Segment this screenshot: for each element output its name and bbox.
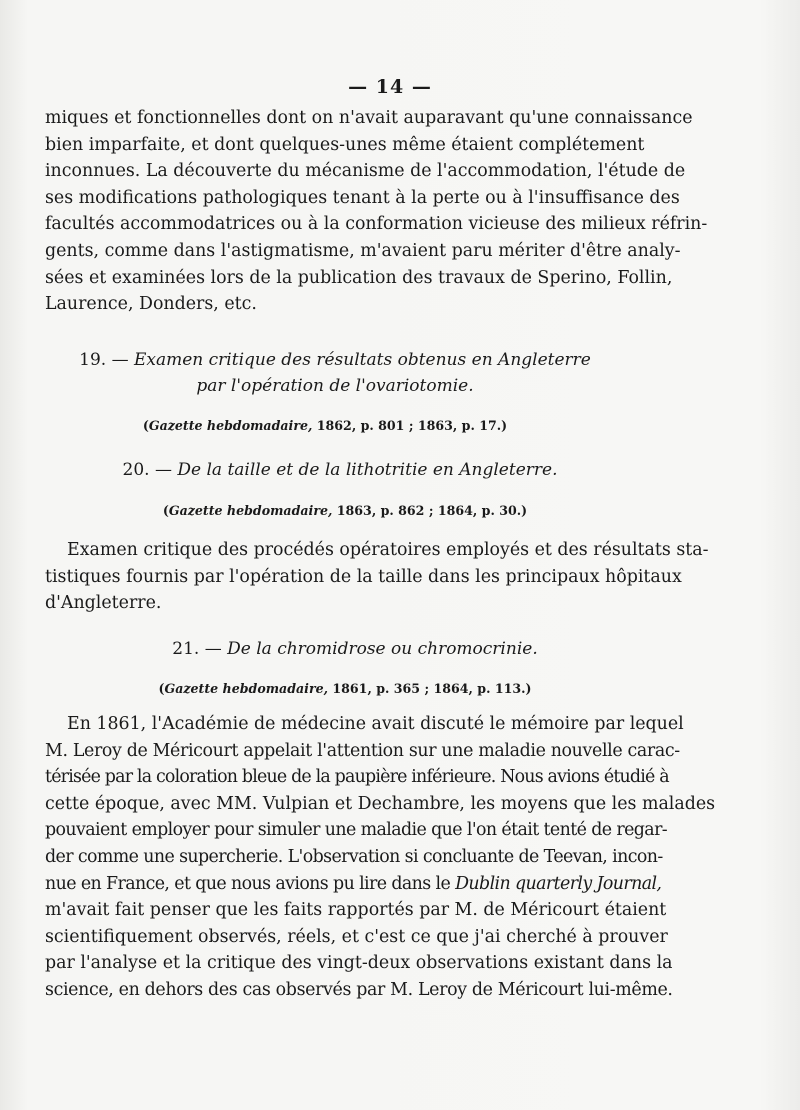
journal-name: Gazette hebdomadaire, bbox=[148, 418, 313, 433]
text-line: sées et examinées lors de la publication des travaux de Sperino, Follin, bbox=[45, 267, 673, 288]
text-line: inconnues. La découverte du mécanisme de l'accommodation, l'étude de bbox=[45, 161, 686, 182]
text-line: nue en France, et que nous avions pu lire dans le Dublin quarterly Journal, bbox=[45, 873, 662, 894]
paragraph-1 bbox=[45, 105, 708, 318]
entry-20-reference: (Gazette hebdomadaire, 1863, p. 862 ; 1864, p. 30.) bbox=[162, 503, 528, 518]
text-line: térisée par la coloration bleue de la paupière inférieure. Nous avions étudié à bbox=[45, 767, 669, 788]
entry-number: 19. bbox=[79, 350, 107, 370]
entry-title-text: De la chromidrose ou chromocrinie. bbox=[227, 639, 538, 659]
text-line: par l'analyse et la critique des vingt-deux observations existant dans la bbox=[45, 953, 673, 974]
entry-19-title-line-2 bbox=[15, 373, 655, 400]
text-line: tistiques fournis par l'opération de la taille dans les principaux hôpitaux bbox=[45, 566, 682, 587]
entry-19-title bbox=[15, 347, 655, 374]
text-line: facultés accommodatrices ou à la conformation vicieuse des milieux réfrin- bbox=[45, 214, 708, 235]
text-line: M. Leroy de Méricourt appelait l'attention sur une maladie nouvelle carac- bbox=[45, 740, 680, 761]
text-line: bien imparfaite, et dont quelques-unes même étaient complétement bbox=[45, 134, 645, 155]
entry-title-text: par l'opération de l'ovariotomie. bbox=[196, 376, 474, 396]
entry-19-reference: (Gazette hebdomadaire, 1862, p. 801 ; 1863, p. 17.) bbox=[142, 418, 508, 433]
text-line: gents, comme dans l'astigmatisme, m'avaient paru mériter d'être analy- bbox=[45, 240, 681, 261]
text-line: miques et fonctionnelles dont on n'avait auparavant qu'une connaissance bbox=[45, 108, 693, 128]
text-line: Examen critique des procédés opératoires employés et des résultats sta- bbox=[67, 540, 709, 560]
paragraph-2 bbox=[45, 537, 709, 617]
entry-title-text: Examen critique des résultats obtenus en Angleterre bbox=[133, 350, 591, 370]
entry-number: 20. bbox=[122, 460, 150, 480]
text-line: scientifiquement observés, réels, et c'est ce que j'ai cherché à prouver bbox=[45, 926, 668, 947]
text-line: En 1861, l'Académie de médecine avait discuté le mémoire par lequel bbox=[67, 714, 684, 734]
text-line: science, en dehors des cas observés par M. Leroy de Méricourt lui-même. bbox=[45, 979, 673, 1000]
journal-name: Dublin quarterly Journal, bbox=[455, 873, 662, 894]
entry-21-title bbox=[35, 636, 675, 663]
page-number: — 14 — bbox=[348, 76, 432, 98]
text-line: m'avait fait penser que les faits rapportés par M. de Méricourt étaient bbox=[45, 900, 667, 921]
entry-number: 21. bbox=[172, 639, 200, 659]
entry-dash: — bbox=[111, 350, 129, 370]
entry-title-text: De la taille et de la lithotritie en Angleterre. bbox=[177, 460, 558, 480]
text-line: d'Angleterre. bbox=[45, 593, 162, 614]
entry-dash: — bbox=[204, 639, 222, 659]
entry-21-reference: (Gazette hebdomadaire, 1861, p. 365 ; 1864, p. 113.) bbox=[158, 681, 532, 696]
paragraph-3 bbox=[45, 711, 716, 1004]
entry-dash: — bbox=[154, 460, 172, 480]
text-line: Laurence, Donders, etc. bbox=[45, 294, 257, 315]
entry-20-title bbox=[20, 457, 660, 484]
text-line: der comme une supercherie. L'observation si concluante de Teevan, incon- bbox=[45, 846, 663, 867]
text-line: pouvaient employer pour simuler une maladie que l'on était tenté de regar- bbox=[45, 820, 668, 841]
journal-name: Gazette hebdomadaire, bbox=[164, 681, 328, 696]
text-line: ses modifications pathologiques tenant à la perte ou à l'insuffisance des bbox=[45, 187, 680, 208]
text-line: cette époque, avec MM. Vulpian et Dechambre, les moyens que les malades bbox=[45, 793, 716, 814]
journal-name: Gazette hebdomadaire, bbox=[168, 503, 333, 518]
